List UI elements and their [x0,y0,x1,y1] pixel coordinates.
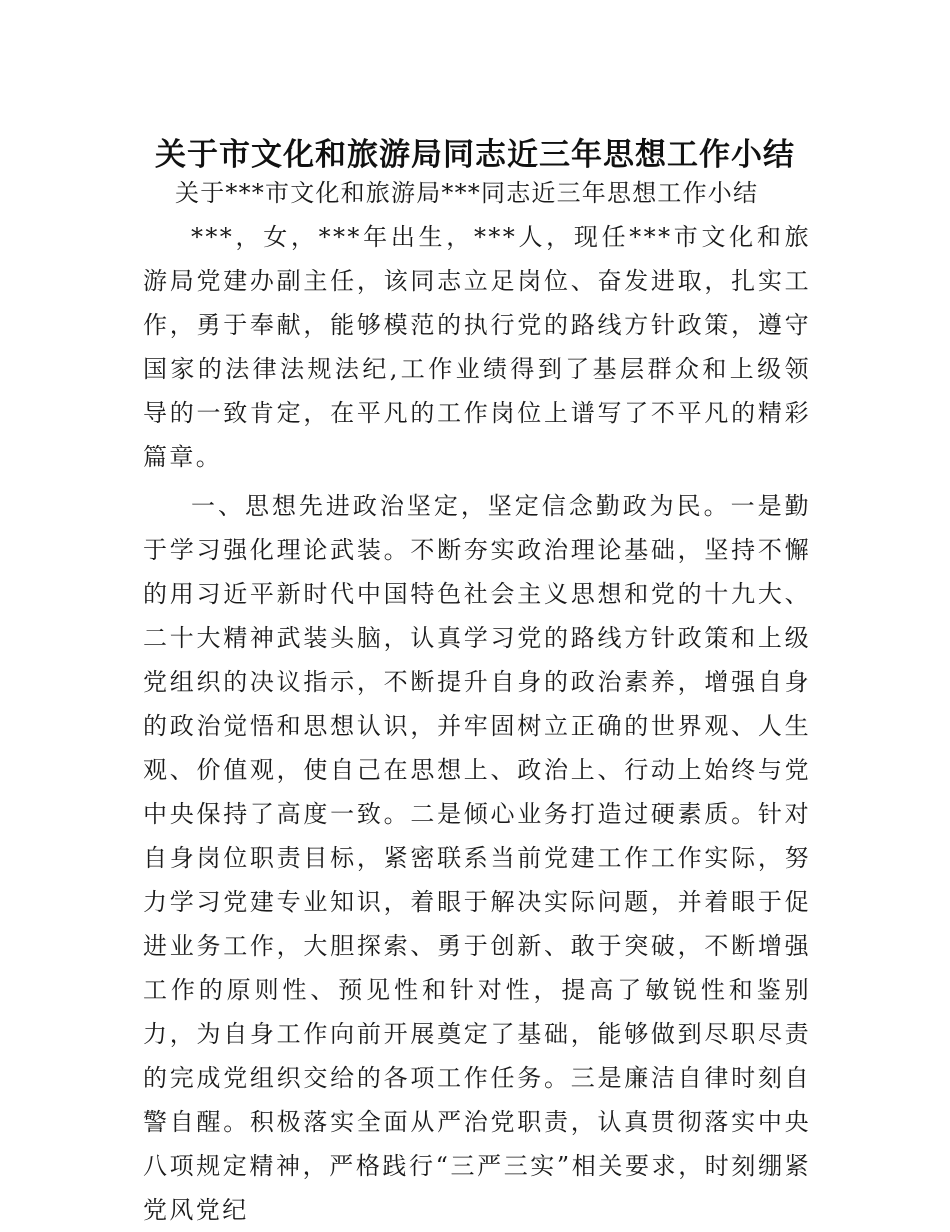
document-title: 关于市文化和旅游局同志近三年思想工作小结 [155,136,795,173]
paragraph-intro: ***，女，***年出生，***人，现任***市文化和旅游局党建办副主任，该同志立足岗位、奋发进取，扎实工作，勇于奉献，能够模范的执行党的路线方针政策，遵守国家的法律法规法纪,工作业绩得到了基层群众和上级领导的一致肯定，在平凡的工作岗位上谱写了不平凡的精彩篇章。 [143,223,811,471]
paragraph-section-one: 一、思想先进政治坚定，坚定信念勤政为民。一是勤于学习强化理论武装。不断夯实政治理论基础，坚持不懈的用习近平新时代中国特色社会主义思想和党的十九大、二十大精神武装头脑，认真学习党的路线方针政策和上级党组织的决议指示，不断提升自身的政治素养，增强自身的政治觉悟和思想认识，并牢固树立正确的世界观、人生观、价值观，使自己在思想上、政治上、行动上始终与党中央保持了高度一致。二是倾心业务打造过硬素质。针对自身岗位职责目标，紧密联系当前党建工作工作实际，努力学习党建专业知识，着眼于解决实际问题，并着眼于促进业务工作，大胆探索、勇于创新、敢于突破，不断增强工作的原则性、预见性和针对性，提高了敏锐性和鉴别力，为自身工作向前开展奠定了基础，能够做到尽职尽责的完成党组织交给的各项工作任务。三是廉洁自律时刻自警自醒。积极落实全面从严治党职责，认真贯彻落实中央八项规定精神，严格践行“三严三实”相关要求，时刻绷紧党风党纪 [143,492,811,1224]
document-subtitle: 关于***市文化和旅游局***同志近三年思想工作小结 [175,179,759,207]
